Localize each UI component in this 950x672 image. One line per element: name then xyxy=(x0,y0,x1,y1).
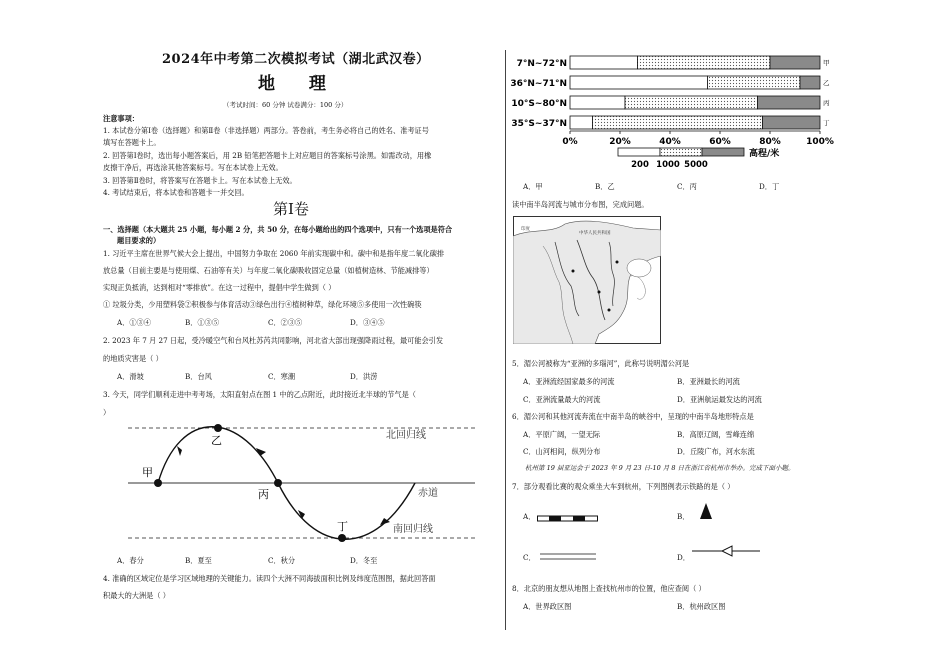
category-label: 35°S~37°N xyxy=(511,119,567,129)
double-line-symbol[interactable] xyxy=(540,552,598,562)
q8-option-a[interactable]: A．世界政区图 xyxy=(523,602,572,611)
indochina-map xyxy=(513,216,661,344)
notes-line: 1. 本试卷分第Ⅰ卷（选择题）和第Ⅱ卷（非选择题）两部分。答卷前，考生务必将自己的姓名、准考证号 xyxy=(103,126,429,135)
q7-option-b[interactable]: B． xyxy=(677,512,690,521)
q6-option-b[interactable]: B．高原辽阔，雪峰连绵 xyxy=(677,430,755,439)
bar-1-5000 xyxy=(770,56,820,69)
q1-option-a[interactable]: A．①③④ xyxy=(117,318,151,327)
q1-text: 1. 习近平主席在世界气候大会上提出，中国努力争取在 2060 年前实现碳中和。碳中和是指年度二氧化碳排 xyxy=(103,249,445,258)
label-yi: 乙 xyxy=(211,434,222,447)
q2-option-d[interactable]: D．洪涝 xyxy=(350,372,378,381)
arrow-icon xyxy=(177,446,182,456)
q1-text: 放总量（目前主要是与使用煤、石油等有关）与年度二氧化碳吸收固定总量（如植树造林、节能减排等） xyxy=(103,266,434,275)
q6-text: 6．湄公河和其他河流奔流在中南半岛的峡谷中，呈现的中南半岛地形特点是 xyxy=(512,412,754,421)
column-divider xyxy=(505,50,506,630)
map-label-china: 中华人民共和国 xyxy=(579,231,611,236)
notes-line: 皮擦干净后，再选涂其他答案标号。写在本试卷上无效。 xyxy=(103,163,283,172)
north-tropic-label: 北回归线 xyxy=(386,430,426,441)
q1-option-c[interactable]: C．②③⑤ xyxy=(268,318,303,327)
category-label: 10°S~80°N xyxy=(511,99,567,109)
q8-option-b[interactable]: B．杭州政区图 xyxy=(677,602,726,611)
label-bing: 丙 xyxy=(258,488,269,501)
section-title: 第Ⅰ卷 xyxy=(273,200,309,218)
arrow-line-symbol[interactable] xyxy=(692,544,762,558)
bar-3-5000 xyxy=(758,96,821,109)
q4-option-d[interactable]: D．丁 xyxy=(759,182,780,191)
part1-heading: 一、选择题（本大题共 25 小题，每小题 2 分，共 50 分，在每小题给出的四个选项中，只有一个选项是符合 xyxy=(103,225,453,234)
side-label: 丙 xyxy=(823,99,830,107)
exam-title: 2024年中考第二次模拟考试（湖北武汉卷） xyxy=(162,52,430,67)
bar-3-200 xyxy=(570,96,625,109)
bar-2-5000 xyxy=(800,76,820,89)
q5-option-b[interactable]: B．亚洲最长的河流 xyxy=(677,377,740,386)
category-label: 7°N~72°N xyxy=(516,59,567,69)
q3-option-d[interactable]: D．冬至 xyxy=(350,556,378,565)
q1-text: ① 垃圾分类，少用塑料袋②积极参与体育活动③绿色出行④植树种草，绿化环境⑤多使用一次性碗筷 xyxy=(103,300,422,309)
notes-line: 3. 回答第Ⅱ卷时，将答案写在答题卡上。写在本试卷上无效。 xyxy=(103,176,297,185)
bar-3-1000 xyxy=(625,96,758,109)
legend-label: 1000 xyxy=(656,160,680,170)
notes-line: 填写在答题卡上。 xyxy=(103,138,161,147)
bar-1-1000 xyxy=(638,56,771,69)
q4-text: 积最大的大洲是（ ） xyxy=(103,591,170,600)
legend-swatch xyxy=(660,148,702,156)
q5-option-a[interactable]: A．亚洲流经国家最多的河流 xyxy=(523,377,615,386)
q7-option-d[interactable]: D． xyxy=(677,553,690,562)
q3-option-a[interactable]: A．春分 xyxy=(117,556,144,565)
q3-option-c[interactable]: C．秋分 xyxy=(268,556,296,565)
x-tick-label: 20% xyxy=(609,137,631,147)
part1-heading: 题目要求的） xyxy=(117,236,161,245)
legend-label: 200 xyxy=(631,160,649,170)
x-tick-label: 100% xyxy=(806,137,834,147)
x-tick-label: 60% xyxy=(709,137,731,147)
q3-text: 3. 今天，同学们顺利走进中考考场，太阳直射点在图 1 中的乙点附近，此时接近北半球的节气是（ xyxy=(103,390,416,399)
side-label: 甲 xyxy=(823,59,830,67)
triangle-symbol[interactable] xyxy=(699,502,713,520)
bar-2-1000 xyxy=(708,76,801,89)
notes-line: 2. 回答第Ⅰ卷时，选出每小题答案后，用 2B 铅笔把答题卡上对应题目的答案标号涂黑。如需改动，用橡 xyxy=(103,151,432,160)
point-yi xyxy=(214,424,222,432)
point-ding xyxy=(338,534,346,542)
q6-option-a[interactable]: A．平原广阔，一望无际 xyxy=(523,430,601,439)
south-tropic-label: 南回归线 xyxy=(393,524,433,535)
bar-4-200 xyxy=(570,116,593,129)
category-label: 36°N~71°N xyxy=(510,79,567,89)
side-label: 乙 xyxy=(823,79,830,87)
legend-swatch xyxy=(618,148,660,156)
q2-text: 的地质灾害是（ ） xyxy=(103,354,163,363)
q6-option-c[interactable]: C．山河相间，纵列分布 xyxy=(523,447,601,456)
bar-4-5000 xyxy=(763,116,821,129)
point-jia xyxy=(154,479,162,487)
exam-info: （考试时间：60 分钟 试卷满分：100 分） xyxy=(223,101,348,109)
q2-text: 2. 2023 年 7 月 27 日起，受冷暖空气和台风杜苏芮共同影响，河北省大部出现强降雨过程，最可能会引发 xyxy=(103,336,444,345)
label-jia: 甲 xyxy=(142,466,153,479)
elevation-bar-chart xyxy=(510,52,840,177)
notes-heading: 注意事项： xyxy=(103,114,139,123)
q3-option-b[interactable]: B．夏至 xyxy=(185,556,212,565)
railway-legend-symbol[interactable] xyxy=(537,515,599,523)
map-intro: 读中南半岛河流与城市分布图，完成问题。 xyxy=(512,200,649,209)
legend-title: 高程/米 xyxy=(749,149,780,159)
q8-text: 8．北京的朋友想从地图上查找杭州市的位置，他应查阅（ ） xyxy=(512,584,706,593)
point-bing xyxy=(274,479,282,487)
q2-option-a[interactable]: A．滑坡 xyxy=(117,372,144,381)
bar-4-1000 xyxy=(593,116,763,129)
q7-option-c[interactable]: C． xyxy=(523,553,536,562)
side-label: 丁 xyxy=(823,119,830,127)
q4-text: 4. 准确的区域定位是学习区域地理的关键能力。读四个大洲不同海拔面积比例及纬度范围图，据此回答面 xyxy=(103,574,436,583)
q1-option-d[interactable]: D．③④⑤ xyxy=(350,318,385,327)
q4-option-b[interactable]: B．乙 xyxy=(595,182,615,191)
q5-option-d[interactable]: D．亚洲航运最发达的河流 xyxy=(677,395,762,404)
q7-option-a[interactable]: A． xyxy=(523,512,536,521)
legend-swatch xyxy=(702,148,744,156)
legend-label: 5000 xyxy=(684,160,708,170)
q1-option-b[interactable]: B．①③⑤ xyxy=(185,318,220,327)
q4-option-c[interactable]: C．丙 xyxy=(677,182,697,191)
q5-option-c[interactable]: C．亚洲流量最大的河流 xyxy=(523,395,601,404)
q2-option-c[interactable]: C．寒潮 xyxy=(268,372,296,381)
q3-text: ） xyxy=(103,408,111,417)
x-tick-label: 80% xyxy=(759,137,781,147)
q6-option-d[interactable]: D．丘陵广布，河水东流 xyxy=(677,447,755,456)
subject-title: 地 理 xyxy=(258,74,340,94)
x-tick-label: 0% xyxy=(562,137,578,147)
map-label-india: 印度 xyxy=(521,227,530,232)
q4-option-a[interactable]: A．甲 xyxy=(523,182,543,191)
bar-2-200 xyxy=(570,76,708,89)
q7-text: 7．部分观看比赛的观众乘坐大车到杭州，下列图例表示铁路的是（ ） xyxy=(512,482,735,491)
x-tick-label: 40% xyxy=(659,137,681,147)
bar-1-200 xyxy=(570,56,638,69)
sun-path-diagram xyxy=(120,418,480,548)
equator-label: 赤道 xyxy=(418,488,438,499)
q2-option-b[interactable]: B．台风 xyxy=(185,372,212,381)
label-ding: 丁 xyxy=(337,520,348,533)
notes-line: 4. 考试结束后，将本试卷和答题卡一并交回。 xyxy=(103,188,249,197)
q1-text: 实现正负抵消，达到相对“零排放”。在这一过程中，提倡中学生做到（ ） xyxy=(103,283,336,292)
q5-text: 5．湄公河被称为“亚洲的多瑙河”，此称号说明湄公河是 xyxy=(512,359,690,368)
hangzhou-intro: 杭州第 19 届亚运会于 2023 年 9 月 23 日-10 月 8 日在浙江省杭州市举办。完成下面小题。 xyxy=(525,464,795,472)
